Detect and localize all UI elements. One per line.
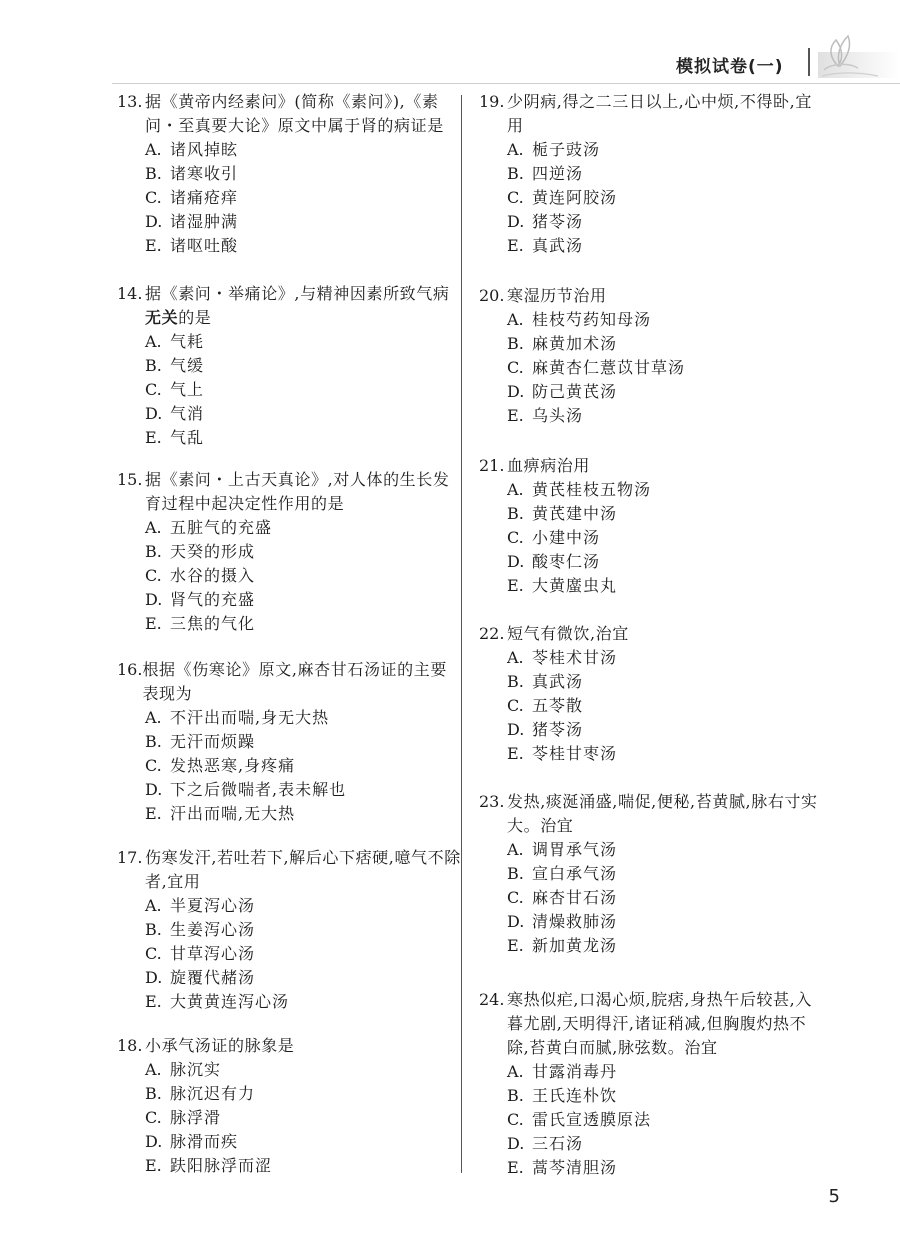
option-letter: C. <box>145 380 162 399</box>
option-e[interactable] <box>145 802 462 826</box>
option-text: 生姜泻心汤 <box>170 920 256 939</box>
lotus-logo-icon <box>818 30 900 85</box>
option-b[interactable] <box>507 162 824 186</box>
option-letter: E. <box>507 236 524 255</box>
option-letter: B. <box>145 732 162 751</box>
option-text: 水谷的摄入 <box>170 566 256 585</box>
option-letter: B. <box>145 920 162 939</box>
option-e[interactable] <box>507 742 824 766</box>
option-text: 三石汤 <box>532 1134 584 1153</box>
option-a[interactable] <box>507 646 824 670</box>
option-letter: C. <box>145 188 162 207</box>
option-letter: D. <box>507 212 525 231</box>
option-letter: D. <box>145 1132 163 1151</box>
option-list <box>145 1058 462 1178</box>
question-13 <box>117 90 462 258</box>
option-text: 五脏气的充盛 <box>170 518 273 537</box>
option-d[interactable] <box>507 718 824 742</box>
page-number: 5 <box>828 1186 840 1207</box>
option-e[interactable] <box>507 574 824 598</box>
option-c[interactable] <box>507 694 824 718</box>
option-list <box>507 478 824 598</box>
option-text: 猪苓汤 <box>532 212 584 231</box>
option-d[interactable] <box>145 210 462 234</box>
question-text: 少阴病,得之二三日以上,心中烦,不得卧,宜用 <box>507 92 812 135</box>
option-text: 黄芪建中汤 <box>532 504 618 523</box>
option-text: 诸痛疮痒 <box>170 188 239 207</box>
option-letter: D. <box>145 590 163 609</box>
option-text: 五苓散 <box>532 696 584 715</box>
option-letter: B. <box>145 356 162 375</box>
option-letter: A. <box>145 332 162 351</box>
option-text: 甘露消毒丹 <box>532 1062 618 1081</box>
option-c[interactable] <box>507 886 824 910</box>
question-stem <box>479 790 824 838</box>
option-a[interactable] <box>145 1058 462 1082</box>
question-stem <box>117 468 462 516</box>
option-b[interactable] <box>507 1084 824 1108</box>
question-stem <box>117 90 462 138</box>
option-text: 苓桂术甘汤 <box>532 648 618 667</box>
option-text: 半夏泻心汤 <box>170 896 256 915</box>
option-letter: A. <box>145 708 162 727</box>
option-letter: C. <box>507 1110 524 1129</box>
question-number: 24. <box>479 990 505 1009</box>
option-letter: C. <box>507 358 524 377</box>
question-text: 短气有微饮,治宜 <box>507 624 629 643</box>
option-c[interactable] <box>507 356 824 380</box>
option-letter: C. <box>145 1108 162 1127</box>
option-letter: D. <box>145 968 163 987</box>
question-stem <box>479 90 824 138</box>
option-text: 宣白承气汤 <box>532 864 618 883</box>
option-text: 清燥救肺汤 <box>532 912 618 931</box>
option-letter: A. <box>507 480 524 499</box>
question-15 <box>117 468 462 636</box>
option-d[interactable] <box>507 910 824 934</box>
option-text: 黄芪桂枝五物汤 <box>532 480 652 499</box>
question-number: 17. <box>117 848 143 867</box>
question-text <box>145 282 462 330</box>
option-text: 旋覆代赭汤 <box>170 968 256 987</box>
option-letter: A. <box>145 140 162 159</box>
option-text: 诸寒收引 <box>170 164 239 183</box>
question-text: 小承气汤证的脉象是 <box>145 1036 295 1055</box>
option-text: 不汗出而喘,身无大热 <box>170 708 330 727</box>
option-letter: C. <box>145 756 162 775</box>
option-list <box>507 1060 824 1180</box>
option-text: 诸湿肿满 <box>170 212 239 231</box>
option-list <box>145 330 462 450</box>
option-d[interactable] <box>145 778 462 802</box>
option-letter: C. <box>507 188 524 207</box>
option-text: 桂枝芍药知母汤 <box>532 310 652 329</box>
option-letter: C. <box>145 566 162 585</box>
option-e[interactable] <box>145 426 462 450</box>
option-letter: E. <box>145 804 162 823</box>
option-a[interactable] <box>507 1060 824 1084</box>
option-letter: D. <box>145 404 163 423</box>
question-stem <box>117 846 462 894</box>
option-text: 气耗 <box>170 332 205 351</box>
option-b[interactable] <box>145 354 462 378</box>
option-list <box>507 646 824 766</box>
option-text: 真武汤 <box>532 672 584 691</box>
question-text: 血痹病治用 <box>507 456 591 475</box>
option-b[interactable] <box>145 540 462 564</box>
option-list <box>507 838 824 958</box>
option-letter: E. <box>507 576 524 595</box>
option-letter: B. <box>507 864 524 883</box>
option-letter: D. <box>507 720 525 739</box>
option-text: 无汗而烦躁 <box>170 732 256 751</box>
question-number: 16. <box>117 660 143 679</box>
option-a[interactable] <box>507 308 824 332</box>
option-letter: C. <box>507 888 524 907</box>
option-d[interactable] <box>507 1132 824 1156</box>
question-text: 伤寒发汗,若吐若下,解后心下痞硬,噫气不除者,宜用 <box>145 848 461 891</box>
option-letter: C. <box>507 696 524 715</box>
question-stem <box>479 454 824 478</box>
option-letter: B. <box>145 164 162 183</box>
option-text: 防己黄芪汤 <box>532 382 618 401</box>
option-letter: D. <box>507 912 525 931</box>
option-c[interactable] <box>145 378 462 402</box>
option-text: 气消 <box>170 404 205 423</box>
question-22 <box>479 622 824 766</box>
option-letter: D. <box>507 382 525 401</box>
option-letter: E. <box>507 1158 524 1177</box>
option-letter: A. <box>145 896 162 915</box>
option-letter: C. <box>507 528 524 547</box>
option-letter: B. <box>507 1086 524 1105</box>
option-text: 脉沉迟有力 <box>170 1084 256 1103</box>
option-letter: A. <box>145 518 162 537</box>
option-list <box>507 138 824 258</box>
question-number: 23. <box>479 792 505 811</box>
option-e[interactable] <box>507 404 824 428</box>
option-text: 小建中汤 <box>532 528 601 547</box>
question-18 <box>117 1034 462 1178</box>
question-24 <box>479 988 824 1180</box>
option-list <box>145 706 462 826</box>
option-letter: D. <box>507 1134 525 1153</box>
option-letter: E. <box>145 236 162 255</box>
option-text: 新加黄龙汤 <box>532 936 618 955</box>
option-text: 酸枣仁汤 <box>532 552 601 571</box>
option-text: 栀子豉汤 <box>532 140 601 159</box>
option-letter: A. <box>145 1060 162 1079</box>
option-b[interactable] <box>145 1082 462 1106</box>
option-letter: A. <box>507 648 524 667</box>
option-a[interactable] <box>145 516 462 540</box>
option-text: 蒿芩清胆汤 <box>532 1158 618 1177</box>
option-d[interactable] <box>145 588 462 612</box>
option-list <box>145 516 462 636</box>
question-23 <box>479 790 824 958</box>
option-e[interactable] <box>145 234 462 258</box>
option-e[interactable] <box>507 1156 824 1180</box>
stem-emphasis: 无关 <box>145 308 179 327</box>
option-c[interactable] <box>507 186 824 210</box>
option-a[interactable] <box>145 894 462 918</box>
option-c[interactable] <box>145 564 462 588</box>
question-stem <box>117 282 462 330</box>
option-text: 脉浮滑 <box>170 1108 222 1127</box>
question-number: 14. <box>117 284 143 303</box>
option-text: 黄连阿胶汤 <box>532 188 618 207</box>
question-text: 据《素问・上古天真论》,对人体的生长发育过程中起决定性作用的是 <box>145 470 450 513</box>
option-b[interactable] <box>507 332 824 356</box>
question-16 <box>117 658 462 826</box>
option-letter: B. <box>507 672 524 691</box>
option-letter: E. <box>145 992 162 1011</box>
option-d[interactable] <box>145 1130 462 1154</box>
option-c[interactable] <box>507 1108 824 1132</box>
question-text: 发热,痰涎涌盛,喘促,便秘,苔黄腻,脉右寸实大。治宜 <box>507 792 818 835</box>
option-b[interactable] <box>145 918 462 942</box>
question-20 <box>479 284 824 428</box>
question-stem <box>479 988 824 1060</box>
option-text: 乌头汤 <box>532 406 584 425</box>
option-letter: B. <box>145 542 162 561</box>
option-d[interactable] <box>507 210 824 234</box>
stem-part: 的是 <box>178 308 212 327</box>
option-letter: E. <box>507 936 524 955</box>
option-text: 四逆汤 <box>532 164 584 183</box>
option-text: 猪苓汤 <box>532 720 584 739</box>
option-e[interactable] <box>507 234 824 258</box>
question-21 <box>479 454 824 598</box>
option-b[interactable] <box>145 730 462 754</box>
question-text: 寒湿历节治用 <box>507 286 607 305</box>
option-text: 大黄䗪虫丸 <box>532 576 618 595</box>
header-rule <box>112 83 900 84</box>
option-a[interactable] <box>507 138 824 162</box>
option-b[interactable] <box>507 502 824 526</box>
question-number: 18. <box>117 1036 143 1055</box>
option-a[interactable] <box>145 706 462 730</box>
option-list <box>145 894 462 1014</box>
question-stem <box>479 622 824 646</box>
option-letter: E. <box>145 428 162 447</box>
option-c[interactable] <box>145 754 462 778</box>
option-text: 气缓 <box>170 356 205 375</box>
option-text: 甘草泻心汤 <box>170 944 256 963</box>
question-14 <box>117 282 462 450</box>
option-letter: D. <box>507 552 525 571</box>
option-d[interactable] <box>145 966 462 990</box>
option-e[interactable] <box>507 934 824 958</box>
question-text: 寒热似疟,口渴心烦,脘痞,身热午后较甚,入暮尤剧,天明得汗,诸证稍减,但胸腹灼热不除,苔黄白而腻,脉弦数。治宜 <box>507 990 812 1057</box>
page-header <box>0 0 900 90</box>
option-e[interactable] <box>145 990 462 1014</box>
question-17 <box>117 846 462 1014</box>
option-c[interactable] <box>145 1106 462 1130</box>
option-c[interactable] <box>507 526 824 550</box>
option-text: 脉滑而疾 <box>170 1132 239 1151</box>
question-19 <box>479 90 824 258</box>
option-text: 麻黄杏仁薏苡甘草汤 <box>532 358 686 377</box>
option-text: 天癸的形成 <box>170 542 256 561</box>
option-a[interactable] <box>145 330 462 354</box>
option-text: 诸呕吐酸 <box>170 236 239 255</box>
option-letter: A. <box>507 840 524 859</box>
option-text: 真武汤 <box>532 236 584 255</box>
option-text: 气乱 <box>170 428 205 447</box>
option-text: 苓桂甘枣汤 <box>532 744 618 763</box>
option-letter: E. <box>507 406 524 425</box>
option-text: 三焦的气化 <box>170 614 256 633</box>
option-text: 大黄黄连泻心汤 <box>170 992 290 1011</box>
option-e[interactable] <box>145 1154 462 1178</box>
option-list <box>145 138 462 258</box>
option-text: 趺阳脉浮而涩 <box>170 1156 273 1175</box>
option-b[interactable] <box>507 670 824 694</box>
option-letter: B. <box>145 1084 162 1103</box>
question-number: 22. <box>479 624 505 643</box>
option-c[interactable] <box>145 942 462 966</box>
question-stem <box>117 1034 462 1058</box>
option-letter: E. <box>507 744 524 763</box>
option-letter: E. <box>145 614 162 633</box>
question-number: 13. <box>117 92 143 111</box>
option-letter: C. <box>145 944 162 963</box>
option-text: 诸风掉眩 <box>170 140 239 159</box>
option-b[interactable] <box>507 862 824 886</box>
option-text: 肾气的充盛 <box>170 590 256 609</box>
option-c[interactable] <box>145 186 462 210</box>
option-letter: B. <box>507 334 524 353</box>
question-number: 19. <box>479 92 505 111</box>
option-letter: A. <box>507 310 524 329</box>
header-title: 模拟试卷(一) <box>676 57 784 77</box>
option-text: 汗出而喘,无大热 <box>170 804 296 823</box>
option-text: 麻黄加术汤 <box>532 334 618 353</box>
question-number: 21. <box>479 456 505 475</box>
option-d[interactable] <box>507 550 824 574</box>
option-letter: D. <box>145 212 163 231</box>
option-letter: B. <box>507 504 524 523</box>
option-text: 气上 <box>170 380 205 399</box>
option-a[interactable] <box>145 138 462 162</box>
option-d[interactable] <box>507 380 824 404</box>
header-separator-bar <box>808 48 810 76</box>
option-text: 发热恶寒,身疼痛 <box>170 756 296 775</box>
option-text: 脉沉实 <box>170 1060 222 1079</box>
question-stem <box>479 284 824 308</box>
option-a[interactable] <box>507 478 824 502</box>
option-b[interactable] <box>145 162 462 186</box>
question-text: 根据《伤寒论》原文,麻杏甘石汤证的主要表现为 <box>142 660 447 703</box>
option-text: 雷氏宣透膜原法 <box>532 1110 652 1129</box>
option-a[interactable] <box>507 838 824 862</box>
option-e[interactable] <box>145 612 462 636</box>
option-text: 调胃承气汤 <box>532 840 618 859</box>
option-text: 下之后微喘者,表未解也 <box>170 780 347 799</box>
option-list <box>507 308 824 428</box>
question-number: 15. <box>117 470 143 489</box>
question-number: 20. <box>479 286 505 305</box>
option-letter: D. <box>145 780 163 799</box>
option-letter: B. <box>507 164 524 183</box>
option-text: 麻杏甘石汤 <box>532 888 618 907</box>
stem-part: 据《素问・举痛论》,与精神因素所致气病 <box>145 284 450 303</box>
question-text: 据《黄帝内经素问》(简称《素问》),《素问・至真要大论》原文中属于肾的病证是 <box>145 92 444 135</box>
option-letter: A. <box>507 140 524 159</box>
option-d[interactable] <box>145 402 462 426</box>
option-letter: A. <box>507 1062 524 1081</box>
option-text: 王氏连朴饮 <box>532 1086 618 1105</box>
option-letter: E. <box>145 1156 162 1175</box>
question-stem <box>117 658 462 706</box>
